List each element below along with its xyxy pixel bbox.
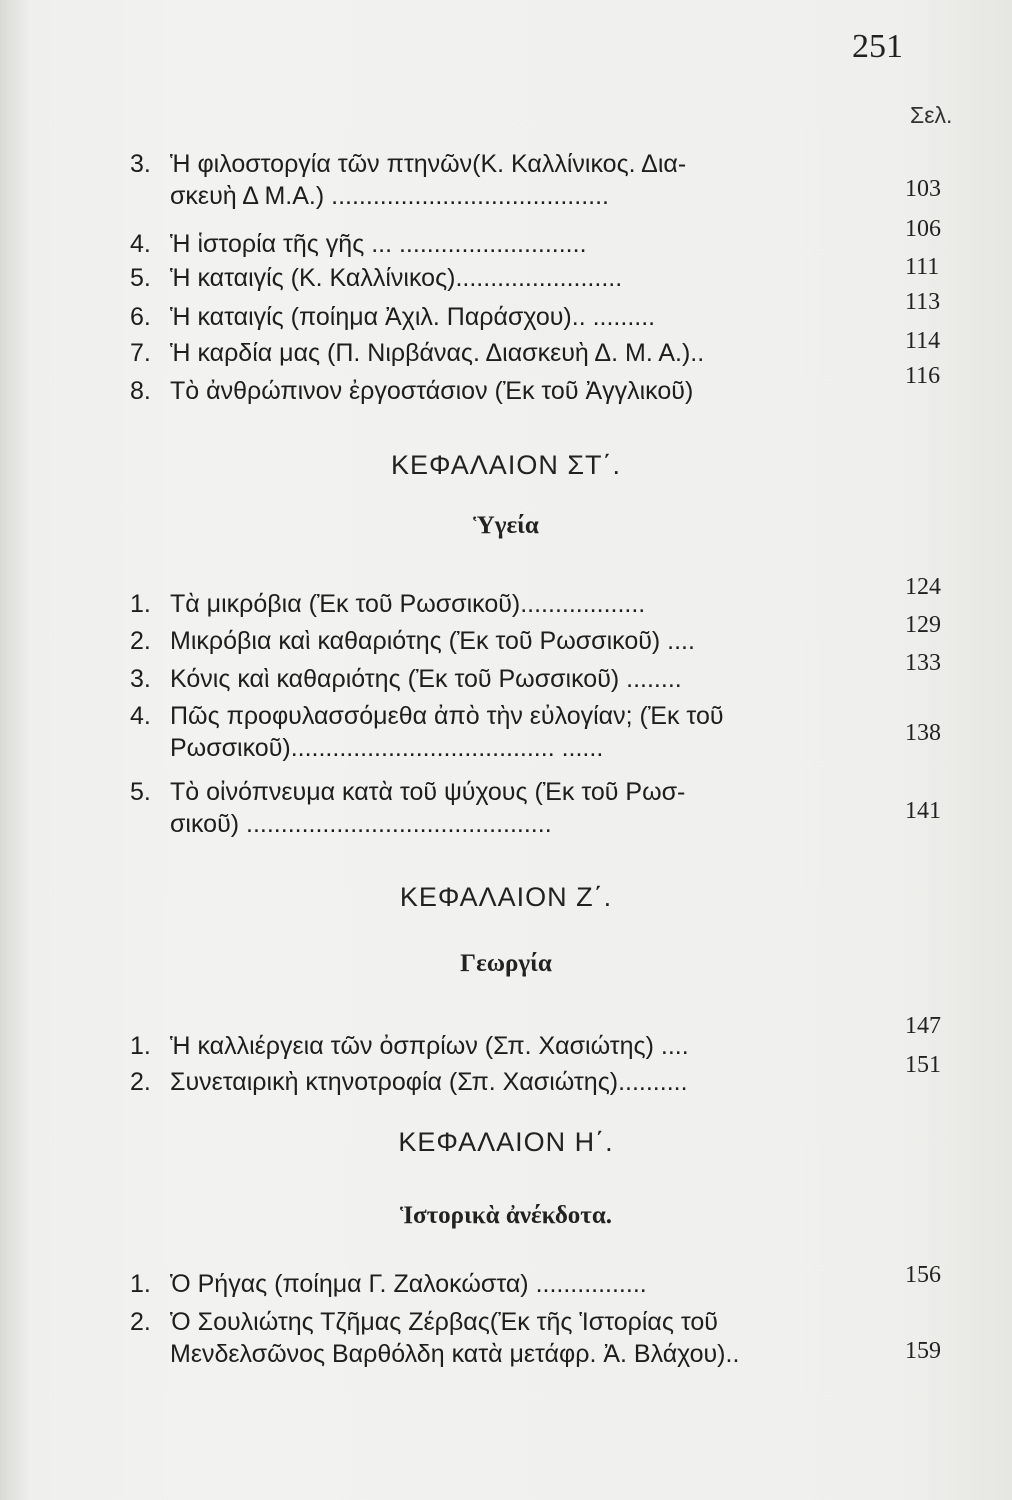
entry-title-continued: σκευὴ Δ Μ.Α.) ........................................ (170, 182, 609, 210)
entry-title: Ἡ καλλιέργεια τῶν ὀσπρίων (Σπ. Χασιώτης) .... (170, 1032, 689, 1060)
entry-number: 3. (130, 665, 151, 693)
chapter-title: Γεωργία (460, 950, 552, 977)
toc-entry (130, 776, 870, 840)
entry-number: 6. (130, 303, 151, 331)
entry-title-continued: Μενδελσῶνος Βαρθόλδη κατὰ μετάφρ. Ἀ. Βλάχου).. (170, 1340, 740, 1368)
chapter-heading: ΚΕΦΑΛΑΙΟΝ Ζ΄. (399, 882, 613, 912)
entry-page: 129 (905, 612, 941, 638)
entry-title: Ἡ ἱστορία τῆς γῆς ... ........................... (170, 230, 587, 258)
toc-entry (130, 148, 870, 212)
entry-number: 1. (130, 1032, 151, 1060)
toc-entry (130, 663, 870, 695)
entry-number: 4. (130, 702, 151, 730)
entry-title: Τὸ οἰνόπνευμα κατὰ τοῦ ψύχους (Ἐκ τοῦ Ρωσ- (170, 778, 686, 806)
entry-page: 141 (905, 798, 941, 824)
entry-title: Ἡ καρδία μας (Π. Νιρβάνας. Διασκευὴ Δ. Μ. Α.).. (170, 339, 705, 367)
entry-title-continued: σικοῦ) ............................................ (170, 810, 552, 838)
entry-number: 2. (130, 1308, 151, 1336)
entry-page: 116 (905, 363, 941, 389)
entry-title: Ὁ Ρήγας (ποίημα Γ. Ζαλοκώστα) ................ (170, 1270, 647, 1298)
entry-title: Ἡ φιλοστοργία τῶν πτηνῶν(Κ. Καλλίνικος. Δια- (170, 150, 687, 178)
toc-entry (130, 1030, 870, 1062)
entry-title-continued: Ρωσσικοῦ)...................................... ...... (170, 734, 604, 762)
toc-entry (130, 375, 870, 407)
entry-title: Κόνις καὶ καθαριότης (Ἐκ τοῦ Ρωσσικοῦ) ........ (170, 665, 682, 693)
entry-number: 3. (130, 150, 151, 178)
toc-entry (130, 262, 870, 294)
toc-entry (130, 700, 870, 764)
entry-page: 138 (905, 720, 941, 746)
entry-number: 2. (130, 627, 151, 655)
entry-page: 133 (905, 650, 941, 676)
entry-page: 113 (905, 289, 941, 315)
entry-number: 2. (130, 1068, 151, 1096)
entry-title: Ἡ καταιγίς (Κ. Καλλίνικος)........................ (170, 264, 623, 292)
toc-entry (130, 337, 870, 369)
entry-title: Συνεταιρικὴ κτηνοτροφία (Σπ. Χασιώτης).......... (170, 1068, 688, 1096)
entry-page: 147 (905, 1013, 941, 1039)
chapter-title: Ἱστορικὰ ἀνέκδοτα. (399, 1202, 613, 1229)
entry-page: 124 (905, 574, 941, 600)
entry-page: 159 (905, 1338, 941, 1364)
entry-number: 4. (130, 230, 151, 258)
entry-page: 156 (905, 1262, 941, 1288)
toc-entry (130, 625, 870, 657)
entry-page: 151 (905, 1052, 941, 1078)
entry-page: 114 (905, 328, 941, 354)
chapter-title: Ὑγεία (473, 512, 539, 539)
entry-title: Ἡ καταιγίς (ποίημα Ἀχιλ. Παράσχου).. ......... (170, 303, 656, 331)
entry-number: 5. (130, 778, 151, 806)
page-column-header: Σελ. (910, 102, 953, 128)
entry-number: 1. (130, 590, 151, 618)
toc-entry (130, 301, 870, 333)
toc-entry (130, 1066, 870, 1098)
entry-number: 8. (130, 377, 151, 405)
entry-title: Τὰ μικρόβια (Ἐκ τοῦ Ρωσσικοῦ).................. (170, 590, 646, 618)
page-number: 251 (852, 28, 903, 65)
entry-title: Ὁ Σουλιώτης Τζῆμας Ζέρβας(Ἐκ τῆς Ἱστορίας τοῦ (170, 1308, 718, 1336)
toc-entry (130, 1268, 870, 1300)
entry-page: 106 (905, 216, 941, 242)
entry-number: 5. (130, 264, 151, 292)
entry-title: Μικρόβια καὶ καθαριότης (Ἐκ τοῦ Ρωσσικοῦ) .... (170, 627, 695, 655)
entry-page: 111 (905, 254, 940, 280)
entry-title: Τὸ ἀνθρώπινον ἐργοστάσιον (Ἐκ τοῦ Ἀγγλικοῦ) (170, 377, 694, 405)
entry-title: Πῶς προφυλασσόμεθα ἀπὸ τὴν εὐλογίαν; (Ἐκ τοῦ (170, 702, 724, 730)
entry-number: 7. (130, 339, 151, 367)
toc-entry (130, 1306, 870, 1370)
entry-number: 1. (130, 1270, 151, 1298)
chapter-heading: ΚΕΦΑΛΑΙΟΝ ΣΤ΄. (390, 450, 621, 480)
entry-page: 103 (905, 176, 941, 202)
toc-entry (130, 588, 870, 620)
toc-entry (130, 228, 870, 260)
chapter-heading: ΚΕΦΑΛΑΙΟΝ Η΄. (398, 1127, 614, 1157)
